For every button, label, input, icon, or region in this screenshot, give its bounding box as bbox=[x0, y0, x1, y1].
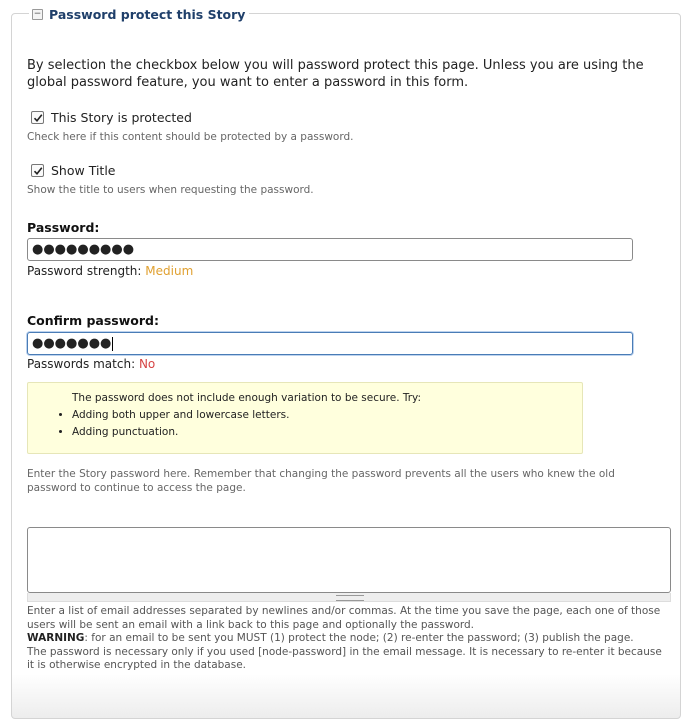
password-masked-value: ●●●●●●●●● bbox=[32, 242, 135, 257]
email-help-line1: Enter a list of email addresses separated by newlines and/or commas. At the time you save the page, each one of those users will be sent an email with a link back to this page and optionally the password. bbox=[27, 605, 661, 631]
password-suggestions-box bbox=[27, 382, 583, 454]
password-strength bbox=[27, 264, 193, 278]
grip-lines-icon bbox=[336, 595, 364, 601]
suggestions-list bbox=[28, 407, 289, 441]
fieldset-legend[interactable] bbox=[29, 5, 249, 23]
suggestions-title: The password does not include enough variation to be secure. Try: bbox=[72, 392, 422, 404]
checkmark-icon bbox=[33, 166, 43, 176]
passwords-match bbox=[27, 357, 155, 371]
password-label: Password: bbox=[27, 220, 100, 235]
show-title-checkbox-row[interactable] bbox=[31, 163, 116, 178]
email-list-textarea[interactable] bbox=[27, 527, 671, 593]
suggestion-item: • Adding both upper and lowercase letters. bbox=[72, 407, 289, 424]
protected-checkbox[interactable] bbox=[31, 111, 44, 124]
password-strength-label: Password strength: bbox=[27, 264, 142, 278]
show-title-checkbox[interactable] bbox=[31, 164, 44, 177]
text-caret bbox=[112, 337, 113, 351]
email-help-warning bbox=[27, 632, 667, 646]
protected-description: Check here if this content should be protected by a password. bbox=[27, 131, 354, 143]
password-strength-value: Medium bbox=[145, 264, 194, 278]
email-help-line3: The password is necessary only if you used [node-password] in the email message. It is necessary to re-enter it because it is otherwise encrypted in the database. bbox=[27, 645, 662, 671]
password-input[interactable] bbox=[27, 238, 633, 261]
confirm-password-masked-value: ●●●●●●● bbox=[32, 336, 112, 351]
checkmark-icon bbox=[33, 113, 43, 123]
password-help-text: Enter the Story password here. Remember that changing the password prevents all the users who knew the old password to continue to access the page. bbox=[27, 468, 615, 494]
suggestion-item: • Adding punctuation. bbox=[72, 424, 289, 441]
warning-text: : for an email to be sent you MUST (1) protect the node; (2) re-enter the password; (3) publish the page. bbox=[84, 632, 634, 644]
fieldset-title[interactable]: Password protect this Story bbox=[49, 6, 246, 22]
protected-label[interactable]: This Story is protected bbox=[51, 110, 192, 125]
email-help-text bbox=[27, 605, 667, 673]
protected-checkbox-row[interactable] bbox=[31, 110, 192, 125]
confirm-password-label: Confirm password: bbox=[27, 313, 159, 328]
textarea-resize-handle[interactable] bbox=[27, 593, 671, 602]
confirm-password-input[interactable] bbox=[27, 332, 633, 355]
show-title-label[interactable]: Show Title bbox=[51, 163, 116, 178]
passwords-match-value: No bbox=[138, 357, 156, 371]
intro-text: By selection the checkbox below you will password protect this page. Unless you are using the global password feature, you want to enter a password in this form. bbox=[27, 58, 644, 90]
warning-label: WARNING bbox=[27, 632, 85, 644]
collapse-icon[interactable]: − bbox=[33, 8, 42, 19]
passwords-match-label: Passwords match: bbox=[27, 357, 136, 371]
show-title-description: Show the title to users when requesting the password. bbox=[27, 184, 314, 196]
